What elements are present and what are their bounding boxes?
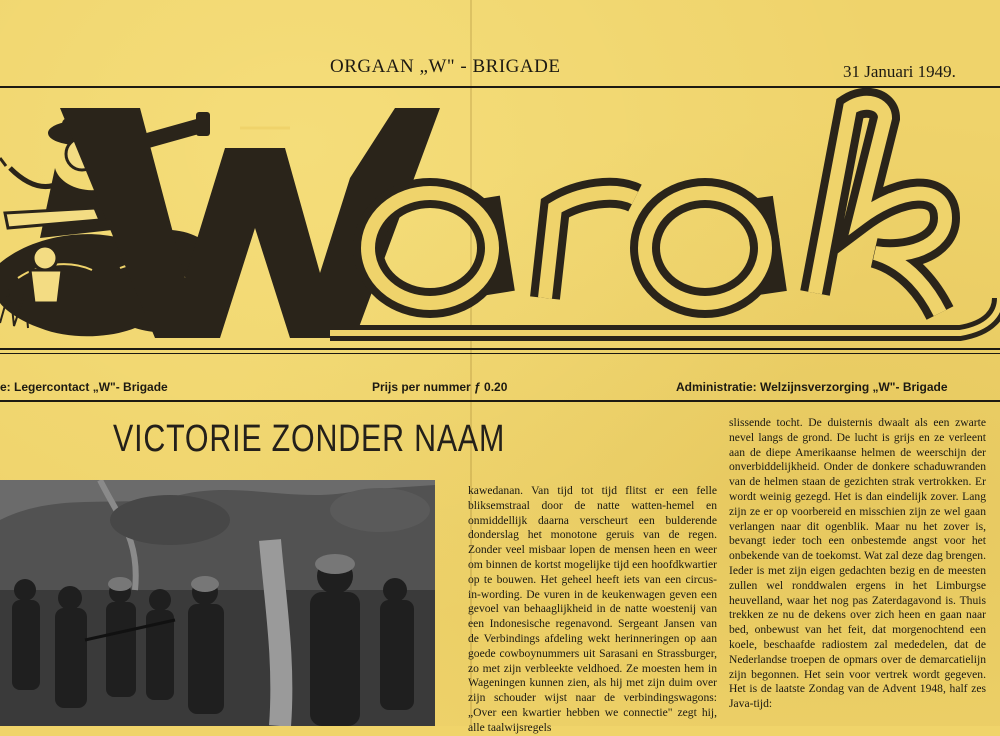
info-administratie: Administratie: Welzijnsverzorging „W"- Brigade — [676, 380, 948, 394]
article-column-middle — [468, 484, 717, 736]
masthead — [0, 88, 1000, 346]
info-price: Prijs per nummer ƒ 0.20 — [372, 380, 508, 394]
masthead-script-letters — [330, 103, 1000, 333]
issue-date: 31 Januari 1949. — [843, 62, 956, 81]
article-text-right: slissende tocht. De duisternis dwaalt als een zwarte nevel langs de grond. De lucht is grijs en ze verleent aan de diepe Amerikaanse helmen de weerschijn der onverbiddelijkheid. Onder de donkere schaduwranden van de helmen staan de gezichten strak vertrokken. Er wordt weinig gezegd. Het is dan eindelijk zover. Lang zijn ze er op voorbereid en misschien zijn ze wel gaan verlangen naar dit ogenblik. Maar nu het zover is, bevangt ieder toch een onbestemde angst voor het onbekende van de toekomst. Wat zal deze dag brengen. Ieder is met zijn eigen gedachten bezig en de meesten zullen wel ronddwalen ergens in het Limburgse heuvelland, waar het nog pas Zaterdagavond is. Thuis trekken ze nu de dekens over zich heen en gaan naar bed, onbewust van het feit, dat morgenochtend een koele, beschaafde radiostem zal mededelen, dat de Nederlandse troepen de opmars over de demarcatielijn zijn begonnen. Het sein voor vertrek wordt gegeven. Het is de laatste Zondag van de Advent 1948, half zes Java-tijd: — [729, 416, 986, 711]
info-rule — [0, 400, 1000, 402]
info-legercontact: e: Legercontact „W"- Brigade — [0, 380, 168, 394]
soldiers-photo — [0, 480, 435, 726]
article-column-right — [729, 416, 986, 712]
masthead-rule-thin — [0, 353, 1000, 354]
article-text-middle: kawedanan. Van tijd tot tijd flitst er een felle bliksemstraal door de natte watten-hemel en onmiddellijk daarna verscheurt een bulderende donderslag het monotone geruis van de regen. Zonder veel misbaar lopen de mensen heen en weer om binnen de kortst mogelijke tijd een hoofdkwartier op te bouwen. Het geheel heeft iets van een circus-in-wording. De vuren in de keukenwagen geven een gevoel van behaaglijkheid in de natte woestenij van een Indonesische regenavond. Sergeant Jansen van de Verbindings afdeling wekt herinneringen op aan goede cowboynummers uit Sarasani en Strassburger, zo met zijn verbleekte veldhoed. Ze moesten hem in Wageningen kunnen zien, als hij met zijn duim over zijn schouder wijst naar de verbindingswagons: „Over een kwartier hebben we connectie" zegt hij, alle taalwijsregels — [468, 484, 717, 734]
masthead-rule — [0, 348, 1000, 350]
organ-line: ORGAAN „W" - BRIGADE — [330, 56, 561, 77]
article-headline: VICTORIE ZONDER NAAM — [113, 418, 506, 460]
